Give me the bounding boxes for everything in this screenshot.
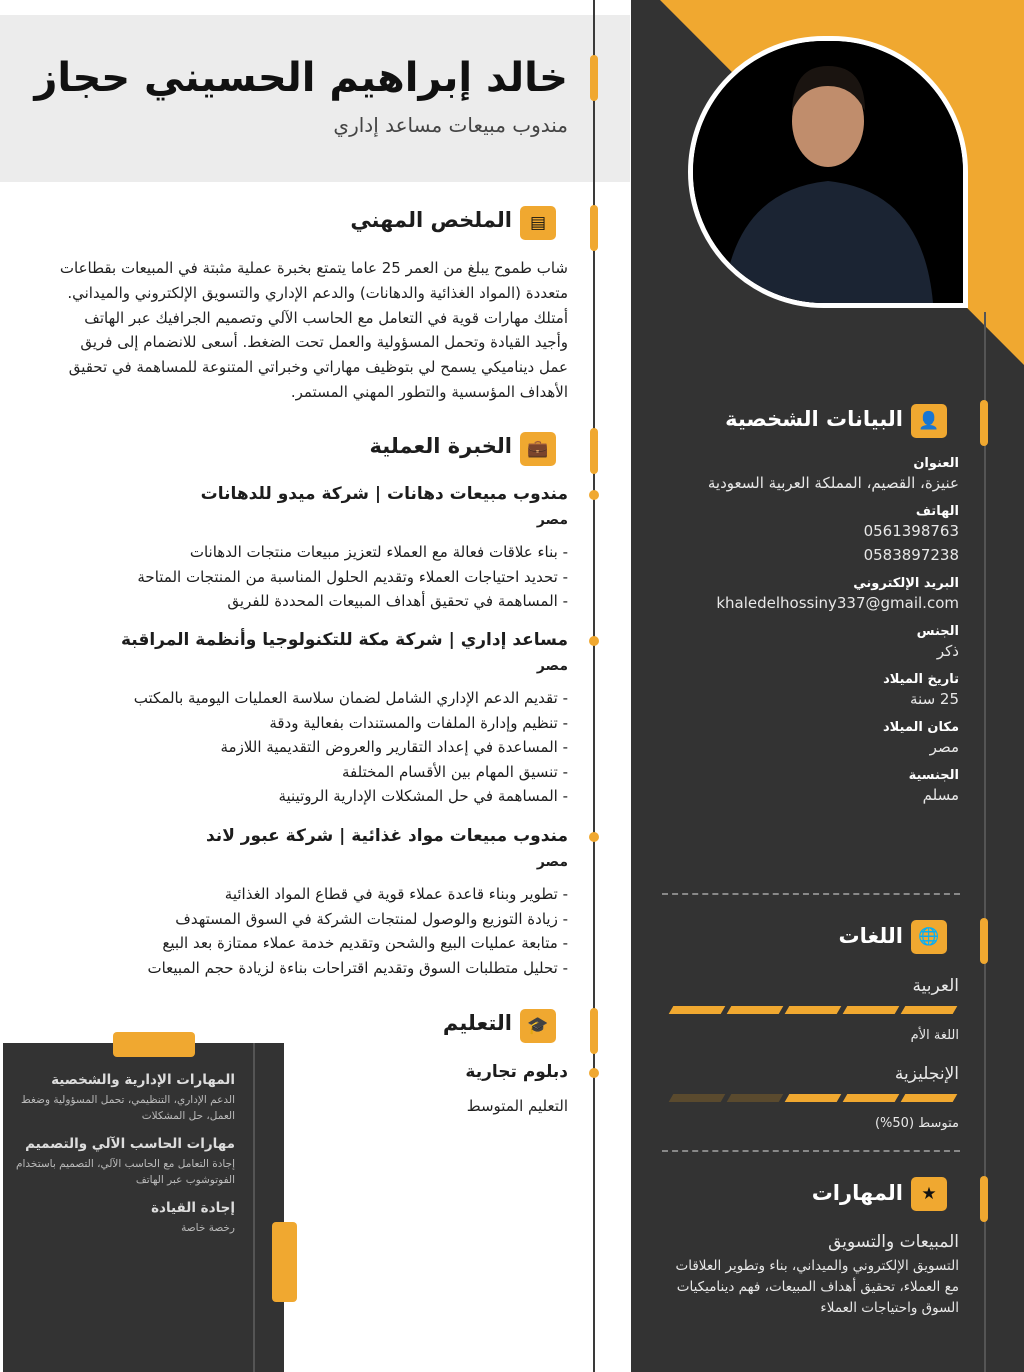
accent-pill [590, 55, 598, 101]
accent-pill [980, 918, 988, 964]
divider [253, 1043, 255, 1372]
job-bullets [134, 686, 568, 809]
person-silhouette-icon [693, 41, 963, 303]
job-place: مصر [536, 658, 568, 674]
graduation-cap-icon: 🎓 [520, 1009, 556, 1043]
star-icon: ★ [911, 1177, 947, 1211]
value-gender: ذكر [936, 642, 959, 660]
globe-icon: 🌐 [911, 920, 947, 954]
bullet: - المساعدة في إعداد التقارير والعروض التقديمية اللازمة [220, 738, 568, 757]
timeline-dot [589, 636, 599, 646]
section-title-summary: الملخص المهني [350, 208, 512, 232]
label-gender: الجنس [916, 624, 959, 639]
accent-pill [980, 1176, 988, 1222]
level-segment [901, 1094, 958, 1102]
bullet: - تطوير وبناء قاعدة عملاء قوية في قطاع المواد الغذائية [224, 885, 568, 903]
job-title: مندوب مبيعات مساعد إداري [333, 113, 568, 137]
value-birthplace: مصر [929, 738, 959, 756]
language-level: اللغة الأم [910, 1028, 959, 1043]
full-name: خالد إبراهيم الحسيني حجاز [34, 55, 568, 101]
bullet: - تقديم الدعم الإداري الشامل لضمان سلاسة العمليات اليومية بالمكتب [133, 689, 568, 707]
timeline-dot [589, 832, 599, 842]
value-religion: مسلم [922, 786, 959, 804]
accent-tab [113, 1032, 195, 1057]
value-phone-1: 0561398763 [863, 522, 959, 540]
bullet: - متابعة عمليات البيع والشحن وتقديم خدمة عملاء ممتازة بعد البيع [162, 934, 568, 953]
job-bullets [147, 882, 568, 980]
extra-skill [10, 1072, 235, 1236]
label-birthplace: مكان الميلاد [882, 720, 959, 735]
divider [662, 893, 960, 895]
divider [662, 1150, 960, 1152]
accent-pill [980, 400, 988, 446]
label-email: البريد الإلكتروني [853, 576, 959, 591]
extra-skill-desc: رخصة خاصة [181, 1222, 235, 1234]
job-title-2: مساعد إداري | شركة مكة للتكنولوجيا وأنظمة المراقبة [120, 630, 568, 650]
degree: دبلوم تجارية [465, 1062, 568, 1082]
personal-info [639, 456, 959, 807]
skill-item [659, 1230, 959, 1319]
section-title-skills: المهارات [811, 1181, 903, 1205]
label-address: العنوان [913, 456, 959, 471]
section-title-personal: البيانات الشخصية [725, 407, 903, 431]
user-icon: 👤 [911, 404, 947, 438]
job-bullets [137, 540, 568, 614]
accent-pill [590, 205, 598, 251]
job-place: مصر [536, 854, 568, 870]
level-segment [843, 1006, 900, 1014]
timeline-dot [589, 490, 599, 500]
skill-desc: التسويق الإلكتروني والميداني، بناء وتطوير العلاقات مع العملاء، تحقيق أهداف المبيعات، فهم ديناميكيات السوق واحتياجات العملاء [675, 1258, 959, 1316]
bullet: - المساهمة في تحقيق أهداف المبيعات المحددة للفريق [227, 592, 568, 611]
accent-pill [590, 1008, 598, 1054]
extra-skill-title: إجادة القيادة [151, 1200, 235, 1216]
document-icon: ▤ [520, 206, 556, 240]
language-name: العربية [912, 976, 959, 996]
value-phone-2: 0583897238 [863, 546, 959, 564]
level-segment [785, 1006, 842, 1014]
label-religion: الجنسية [908, 768, 959, 783]
language-level-bar [669, 1094, 955, 1102]
label-birthdate: تاريخ الميلاد [883, 672, 959, 687]
value-email[interactable]: khaledelhossiny337@gmail.com [716, 594, 959, 612]
section-title-languages: اللغات [838, 924, 903, 948]
job-title-1: مندوب مبيعات دهانات | شركة ميدو للدهانات [200, 484, 568, 504]
extra-skill-desc: الدعم الإداري، التنظيمي، تحمل المسؤولية وضغط العمل، حل المشكلات [21, 1094, 235, 1122]
bullet: - تحديد احتياجات العملاء وتقديم الحلول المناسبة من المنتجات المتاحة [137, 567, 568, 586]
bullet: - زيادة التوزيع والوصول لمنتجات الشركة في السوق المستهدف [175, 909, 568, 928]
skill-title: المبيعات والتسويق [828, 1232, 959, 1252]
language-level: متوسط (50%) [874, 1116, 959, 1131]
language-level-bar [669, 1006, 955, 1014]
bullet: - تحليل متطلبات السوق وتقديم اقتراحات بناءة لزيادة حجم المبيعات [147, 958, 568, 977]
job-place: مصر [536, 512, 568, 528]
briefcase-icon: 💼 [520, 432, 556, 466]
bullet: - بناء علاقات فعالة مع العملاء لتعزيز مبيعات منتجات الدهانات [189, 543, 568, 561]
accent-pill [590, 428, 598, 474]
level-segment [785, 1094, 842, 1102]
summary-text: شاب طموح يبلغ من العمر 25 عاما يتمتع بخبرة عملية مثبتة في المبيعات بقطاعات متعددة (المواد الغذائية والدهانات) والدعم الإداري والتسويق الإلكتروني والميداني. أمتلك مهارات قوية في التعامل مع الحاسب الآلي وتصميم الجرافيك عبر الهاتف وأجيد القيادة وتحمل المسؤولية والعمل تحت الضغط. أسعى للانضمام إلى فريق عمل ديناميكي يسمح لي بتوظيف مهاراتي وخبراتي المتنوعة للمساهمة في تحقيق الأهداف المؤسسية والتطور المهني المستمر. [59, 259, 568, 401]
profile-photo [688, 36, 968, 308]
extra-skill-title: المهارات الإدارية والشخصية [51, 1072, 235, 1088]
level-segment [669, 1006, 726, 1014]
extra-skill-desc: إجادة التعامل مع الحاسب الآلي، التصميم باستخدام الفوتوشوب عبر الهاتف [15, 1158, 235, 1186]
level-segment [727, 1006, 784, 1014]
section-title-education: التعليم [442, 1011, 512, 1035]
label-phone: الهاتف [915, 504, 959, 519]
timeline-dot [589, 1068, 599, 1078]
level-segment [843, 1094, 900, 1102]
extra-skill-title: مهارات الحاسب الآلي والتصميم [25, 1136, 235, 1152]
bullet: - المساهمة في حل المشكلات الإدارية الروتينية [278, 787, 568, 806]
value-birthdate: 25 سنة [910, 690, 959, 708]
language-list [669, 974, 959, 1136]
bullet: - تنظيم وإدارة الملفات والمستندات بفعالية ودقة [269, 713, 568, 732]
level-segment [669, 1094, 726, 1102]
education-level: التعليم المتوسط [466, 1097, 568, 1115]
value-address: عنيزة، القصيم، المملكة العربية السعودية [707, 474, 959, 492]
section-title-experience: الخبرة العملية [369, 434, 512, 458]
bullet: - تنسيق المهام بين الأقسام المختلفة [341, 762, 568, 781]
language-name: الإنجليزية [894, 1064, 959, 1084]
job-title-3: مندوب مبيعات مواد غذائية | شركة عبور لاند [205, 826, 568, 846]
level-segment [901, 1006, 958, 1014]
level-segment [727, 1094, 784, 1102]
accent-pill [272, 1222, 297, 1302]
